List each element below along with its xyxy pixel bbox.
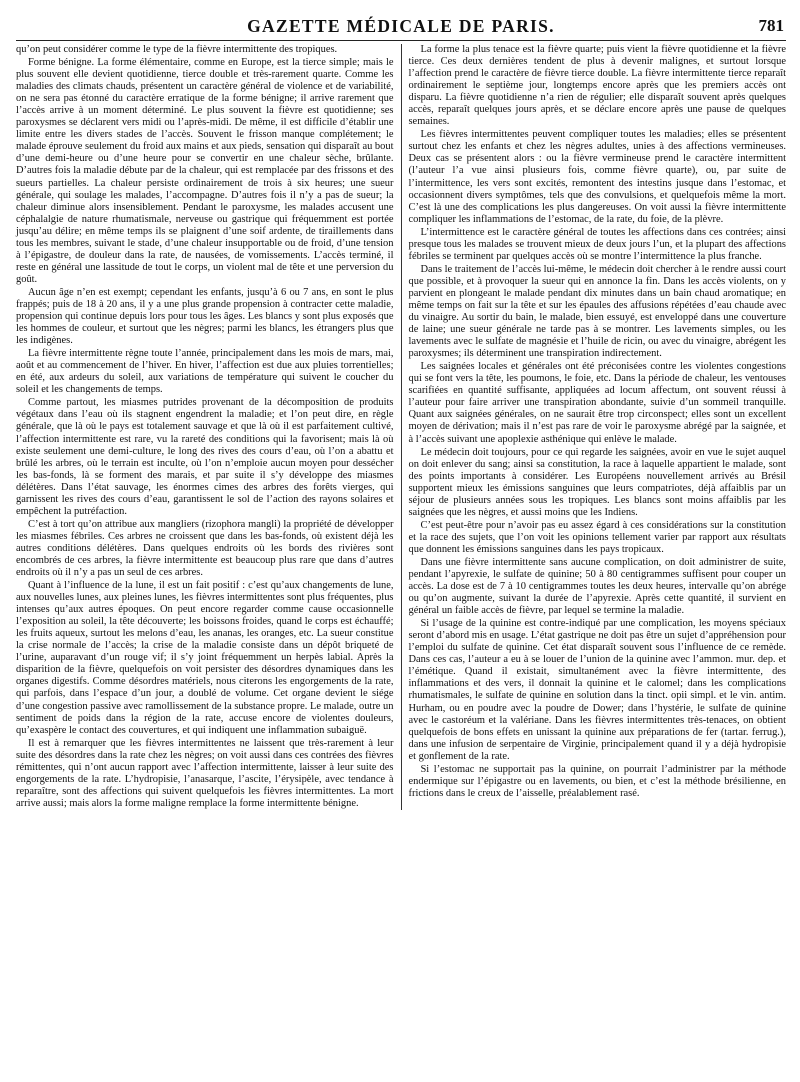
paragraph: Aucun âge n’en est exempt; cependant les enfants, jusqu’à 6 ou 7 ans, en sont le plus frappés; puis de 18 à 20 ans, il y a une plus grande propension à contracter cette maladie, propension qui continue depuis lors pour tous les âges. Les blancs y sont plus exposés que les hommes de couleur, et surtout que les nègres; parmi les blancs, les étrangers plus que les indigènes.	[16, 286, 394, 347]
paragraph: Les saignées locales et générales ont été préconisées contre les violentes congestions qui se font vers la tête, les poumons, le foie, etc. Dans la période de chaleur, les ventouses scarifiées en quantité suffisante, appliquées ad locum affectum, ont souvent réussi à l’auteur pour faire arriver une transpiration abondante, suivie d’un sommeil tranquille. Quant aux saignées générales, on ne saurait être trop circonspect; elles sont un excellent moyen de dérivation; mais il n’est pas rare de voir le paroxysme abrégé par la saignée, et à l’accès suivant une apoplexie asthénique qui enlève le malade.	[408, 361, 786, 445]
paragraph: Comme partout, les miasmes putrides provenant de la décomposition de produits végétaux dans l’eau où ils stagnent engendrent la maladie; et l’on peut dire, en règle générale, que là où le pays est totalement sauvage et que là où il est parfaitement cultivé, l’affection intermittente est rare, vu la rareté des conditions qui la favorisent; mais là où existe seulement une demi-culture, le long des rives des cours d’eau, où l’on a abattu et brûlé les arbres, où le terrain est inculte, où l’on n’emploie aucun moyen pour dessécher les bas-fonds, là se forment des marais, et par suite il s’y développe des miasmes délétères. Dans l’état sauvage, les énormes cimes des arbres des forêts vierges, qui garnissent les rives des cours d’eau, garantissent le sol de l’action des rayons solaires et empêchent la putréfaction.	[16, 397, 394, 517]
paragraph: qu’on peut considérer comme le type de la fièvre intermittente des tropiques.	[16, 44, 338, 55]
paragraph: C’est à tort qu’on attribue aux mangliers (rizophora mangli) la propriété de développer les miasmes fébriles. Ces arbres ne croissent que dans les bas-fonds, où existent déjà les autres conditions délétères. Dans quelques endroits où les bords des rivières sont encombrés de ces arbres, la fièvre intermittente est beaucoup plus rare que dans d’autres endroits où il n’y a pas un seul de ces arbres.	[16, 518, 394, 579]
paragraph: Les fièvres intermittentes peuvent compliquer toutes les maladies; elles se présentent surtout chez les enfants et chez les nègres adultes, unies à des affections vermineuses. Deux cas se présentent alors : ou la fièvre vermineuse prend le caractère intermittent (l’auteur l’a vue ainsi plusieurs fois, comme fièvre quarte), ou, par suite de l’intermittence, les vers sont excités, remontent des intestins jusque dans l’estomac, et occasionnent divers symptômes, tels que des convulsions, et quelquefois même la mort. C’est là une des complications les plus dangereuses. On voit aussi la fièvre intermittente compliquer les inflammations de l’estomac, de la rate, du foie, de la plèvre.	[408, 129, 786, 225]
paragraph: Si l’usage de la quinine est contre-indiqué par une complication, les moyens spéciaux seront d’abord mis en usage. L’état gastrique ne doit pas être un sujet d’appréhension pour l’emploi du sulfate de quinine. Cet état disparaît souvent sous l’influence de ce remède. Dans ces cas, l’auteur a eu à se louer de l’union de la quinine avec l’ammon. mur. dep. et l’émétique. Quand il existait, simultanément avec la fièvre intermittente, des inflammations et des vers, il donnait la quinine et le calomel; dans les complications rhumatismales, le sulfate de quinine en solution dans la tinct. opii simpl. et le vin. antim. Hurham, ou en poudre avec la poudre de Dower; dans l’hystérie, le sulfate de quinine avec le castoréum et la valériane. Dans les fièvres intermittentes très-tenaces, on obtient quelquefois de bons effets en unissant la quinine aux préparations de fer (tartar. ferrug.), dans une infusion de serpentaire de Virginie, principalement quand il y a déjà hydropisie et gonflement de la rate.	[408, 618, 786, 762]
text-columns	[16, 44, 786, 810]
paragraph: Dans une fièvre intermittente sans aucune complication, on doit administrer de suite, pendant l’apyrexie, le sulfate de quinine; 50 à 80 centigrammes suffisent pour couper un accès. La dose est de 7 à 10 centigrammes toutes les deux heures, intervalle qu’on abrége ou qu’on augmente, suivant la durée de l’apyrexie. Après cette quantité, il survient en général un faible accès de fièvre, par lequel se termine la maladie.	[408, 556, 786, 617]
paragraph: Dans le traitement de l’accès lui-même, le médecin doit chercher à le rendre aussi court que possible, et à provoquer la sueur qui en annonce la fin. Dans les accès violents, on y parvient en plongeant le malade pendant dix minutes dans un bain chaud aromatique; en même temps on fait sur la tête et sur les épaules des affusions répétées d’eau chaude avec du vinaigre. Au sortir du bain, le malade, bien essuyé, est enveloppé dans une couverture de laine; une sueur générale ne tarde pas à se montrer. Les lavements simples, ou les lavements avec le sulfate de magnésie et l’huile de ricin, ou avec du vinaigre, abrégent les paroxysmes; ils déterminent une transpiration indirectement.	[408, 263, 786, 360]
paragraph: Si l’estomac ne supportait pas la quinine, on pourrait l’administrer par la méthode endermique sur l’épigastre ou en lavements, ou bien, et c’est la méthode brésilienne, en frictions dans le creux de l’aisselle, préalablement rasé.	[408, 763, 786, 799]
page-header	[16, 14, 786, 41]
paragraph: La forme la plus tenace est la fièvre quarte; puis vient la fièvre quotidienne et la fièvre tierce. Ces deux dernières tendent de plus à devenir malignes, et surtout lorsque l’affection prend le caractère de fièvre tierce double. La fièvre intermittente tierce reparaît ordinairement le septième jour, longtemps encore après que les premiers accès ont disparu. La fièvre quotidienne n’a rien de régulier; elle disparaît souvent après quelques accès, reparaît quelques jours après, et se déclare encore après une pause de quelques semaines.	[408, 44, 786, 128]
right-column	[401, 44, 787, 810]
paragraph: La fièvre intermittente règne toute l’année, principalement dans les mois de mars, mai, août et au commencement de l’hiver. En hiver, l’affection est due aux pluies torrentielles; en été, aux ardeurs du soleil, aux variations de température qui suivent le coucher du soleil et les changements de temps.	[16, 348, 394, 396]
left-column	[16, 44, 401, 810]
paragraph: Le médecin doit toujours, pour ce qui regarde les saignées, avoir en vue le sujet auquel on doit enlever du sang; ainsi sa constitution, la race à laquelle appartient le malade, sont des points importants à considérer. Les Européens nouvellement arrivés au Brésil supportent mieux les émissions sanguines que leurs compatriotes, déjà affaiblis par un séjour de plusieurs années sous les tropiques. Les blancs sont moins affaiblis par les saignées que les nègres, et aussi moins que les Indiens.	[408, 446, 786, 518]
paragraph: C’est peut-être pour n’avoir pas eu assez égard à ces considérations sur la constitution et la race des sujets, que l’on voit les opinions tellement varier par rapport aux résultats que donnent les émissions sanguines dans les pays tropicaux.	[408, 519, 786, 555]
journal-title: GAZETTE MÉDICALE DE PARIS.	[247, 16, 555, 36]
paragraph: Forme bénigne. La forme élémentaire, comme en Europe, est la tierce simple; mais le plus souvent elle devient quotidienne, tierce double et très-rarement quarte. Comme les maladies des climats chauds, présentent un caractère général de violence et de variabilité, on ne sera pas étonné du caractère erratique de la forme bénigne; il arrive rarement que l’accès arrive à un moment déterminé. Le plus souvent la fièvre est quotidienne; ses paroxysmes se déclarent vers midi ou l’après-midi. De même, il est difficile d’établir une limite entre les divers stades de l’accès. Souvent le frisson manque complétement; le malade éprouve seulement du froid aux mains et aux pieds, sensation qui disparaît au bout d’une demi-heure ou d’une heure pour se convertir en une chaleur sèche, brûlante. D’autres fois la maladie débute par de la chaleur, qui est remplacée par des frissons et des sueurs partielles. La chaleur persiste ordinairement de trois à six heures; une sueur générale, qui soulage les malades, l’accompagne. D’autres fois il n’y a pas de sueur; la chaleur diminue alors insensiblement. Pendant le paroxysme, les malades accusent une céphalalgie de nature rhumatismale, nerveuse ou gastrique qui fréquemment est portée jusqu’au délire; en même temps ils se plaignent d’une soif ardente, de tiraillements dans tous les membres, suivant le stade, d’une chaleur insupportable ou de froid, d’une tension à l’épigastre, de douleur dans la rate, de nausées, de vomissements. L’accès terminé, il reste en général une lassitude de tout le corps, un violent mal de tête et une perversion du goût.	[16, 57, 394, 285]
paragraph: Il est à remarquer que les fièvres intermittentes ne laissent que très-rarement à leur suite des désordres dans la rate chez les nègres; on voit aussi dans ces contrées des fièvres rémittentes, qui n’ont aucun rapport avec l’affection intermittente, laisser à leur suite des engorgements de la rate. L’hydropisie, l’anasarque, l’ascite, l’érysipèle, avec tendance à reparaître, sont des affections qui suivent quelquefois les fièvres intermittentes. La mort arrive aussi; mais alors la forme maligne remplace la forme intermittente bénigne.	[16, 737, 394, 809]
paragraph: Quant à l’influence de la lune, il est un fait positif : c’est qu’aux changements de lune, aux nouvelles lunes, aux pleines lunes, les fièvres intermittentes sont plus fréquentes, plus intenses qu’aux autres époques. On peut encore regarder comme cause occasionnelle l’exposition au soleil, la tête découverte; les boissons froides, quand le corps est échauffé; les fruits aqueux, surtout les melons d’eau, les ananas, les oranges, etc. La sueur constitue la crise normale de l’accès; la crise de la maladie consiste dans un dépôt briqueté de l’urine, auparavant d’un rouge vif; il s’y joint fréquemment un herpès labial. Après la disparition de la fièvre, quelquefois on voit persister des désordres dynamiques dans les organes digestifs. Comme désordres matériels, nous citerons les engorgements de la rate, qui parfois, dans l’espace d’un jour, a doublé de volume. Cet organe devient le siége d’une congestion passive avec ramollissement de la substance propre. Le malade, outre un sentiment de poids dans la région de la rate, accuse encore de violentes douleurs, qu’exaspère le contact des couvertures, et qui indiquent une inflammation subaiguë.	[16, 580, 394, 736]
page-number: 781	[758, 16, 784, 35]
paragraph: L’intermittence est le caractère général de toutes les affections dans ces contrées; ainsi presque tous les malades se trouvent mieux de deux jours l’un, et la plupart des affections fébriles se terminent par quelques accès où se montre l’intermittence la plus franche.	[408, 226, 786, 262]
